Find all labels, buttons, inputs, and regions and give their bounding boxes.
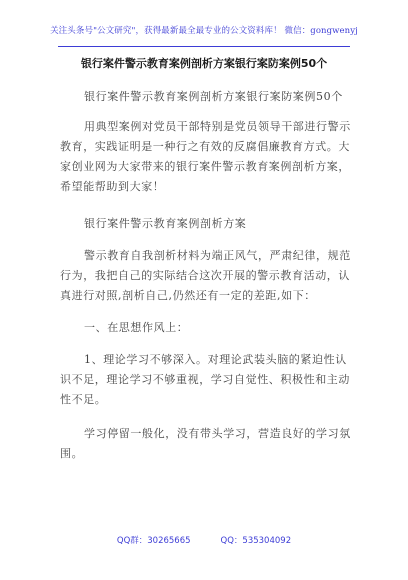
- document-title: 银行案件警示教育案例剖析方案银行案防案例50个: [80, 57, 328, 70]
- footer-qq: QQ：535304092: [220, 536, 292, 546]
- header-banner: 关注头条号"公文研究"，获得最新最全最专业的公文资料库！ 微信：gongwenyj: [50, 26, 358, 36]
- paragraph-self-analysis: 警示教育自我剖析材料为端正风气，严肃纪律，规范行为，我把自己的实际结合这次开展的警示教育活动，认真进行对照,剖析自己,仍然还有一定的差距,如下：: [60, 249, 351, 302]
- paragraph-intro: 用典型案例对党员干部特别是党员领导干部进行警示教育，实践证明是一种行之有效的反腐倡廉教育方式。大家创业网为大家带来的银行案件警示教育案例剖析方案，希望能帮助到大家！: [60, 120, 351, 193]
- header-divider: [58, 46, 350, 47]
- footer-qq-group: QQ群：30265665: [116, 536, 191, 546]
- paragraph-study-atmosphere: 学习停留一般化，没有带头学习，营造良好的学习氛围。: [60, 427, 351, 460]
- paragraph-theory-study: 1、理论学习不够深入。对理论武装头脑的紧迫性认识不足，理论学习不够重视，学习自觉性、积极性和主动性不足。: [60, 353, 350, 406]
- paragraph-ideology-heading: 一、在思想作风上：: [84, 321, 189, 334]
- footer-contact: [0, 534, 408, 546]
- paragraph-subtitle: 银行案件警示教育案例剖析方案银行案防案例50个: [84, 90, 343, 103]
- paragraph-section-heading: 银行案件警示教育案例剖析方案: [84, 217, 247, 230]
